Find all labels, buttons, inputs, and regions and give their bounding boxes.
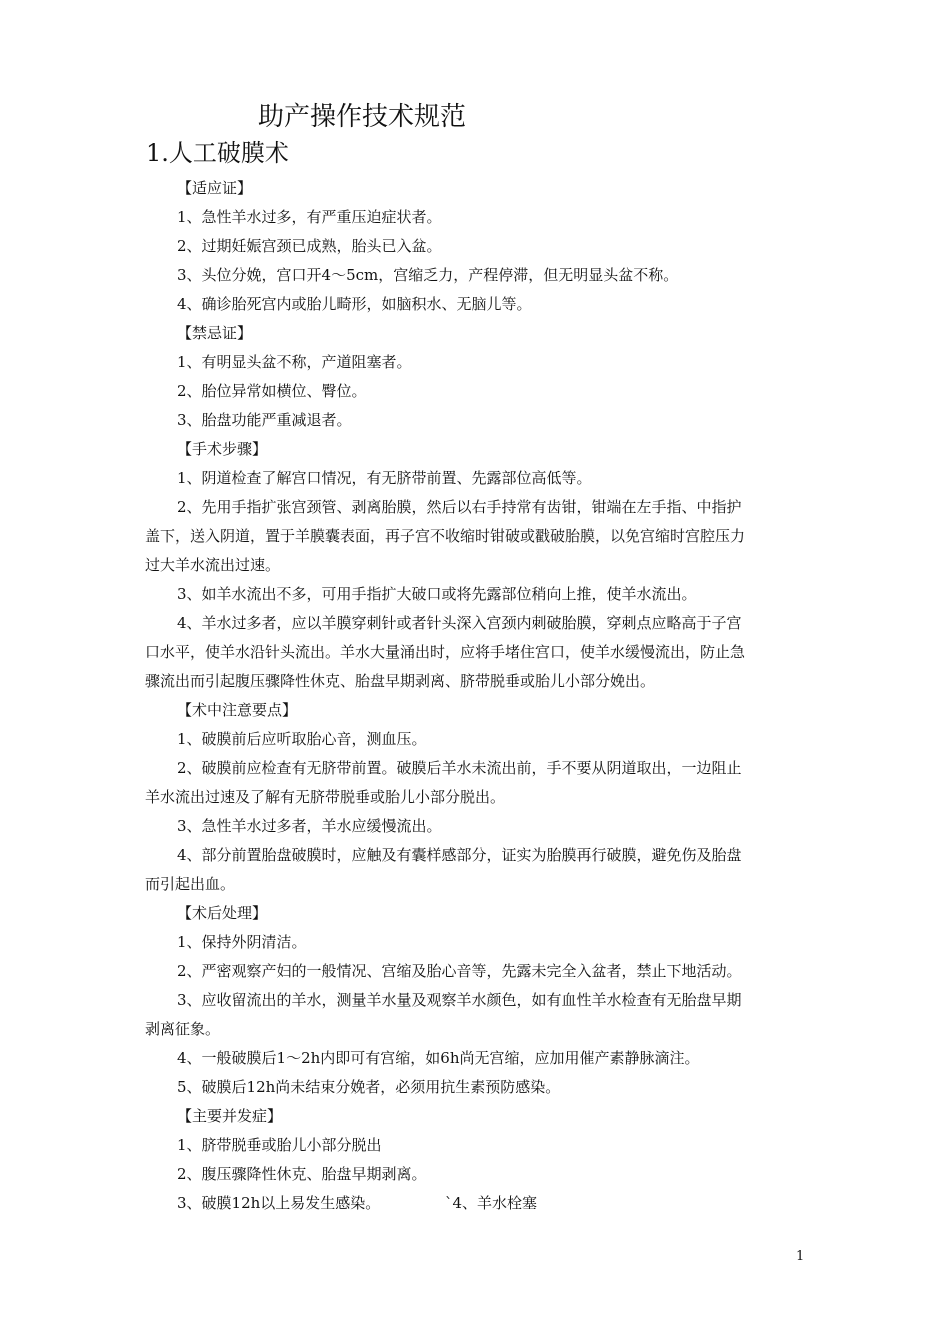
subheading-postop-care: 【术后处理】 [177, 904, 268, 922]
paragraph-line: 盖下，送入阴道，置于羊膜囊表面，再子宫不收缩时钳破或戳破胎膜，以免宫缩时宫腔压力 [145, 527, 746, 545]
paragraph-line: 2、严密观察产妇的一般情况、宫缩及胎心音等，先露未完全入盆者，禁止下地活动。 [177, 962, 742, 980]
section-heading: 1.人工破膜术 [146, 139, 289, 167]
paragraph-line: 3、急性羊水过多者，羊水应缓慢流出。 [177, 817, 442, 835]
complication-amniotic-embolism: `4、羊水栓塞 [445, 1194, 538, 1212]
paragraph-line: 4、确诊胎死宫内或胎儿畸形，如脑积水、无脑儿等。 [177, 295, 532, 313]
paragraph-line: 3、应收留流出的羊水，测量羊水量及观察羊水颜色，如有血性羊水检查有无胎盘早期 [177, 991, 742, 1009]
paragraph-line: 1、破膜前后应听取胎心音，测血压。 [177, 730, 427, 748]
paragraph-line: 口水平，使羊水沿针头流出。羊水大量涌出时，应将手堵住宫口，使羊水缓慢流出，防止急 [145, 643, 746, 661]
paragraph-line: 1、急性羊水过多，有严重压迫症状者。 [177, 208, 442, 226]
paragraph-line: 羊水流出过速及了解有无脐带脱垂或胎儿小部分脱出。 [145, 788, 506, 806]
subheading-contraindications: 【禁忌证】 [177, 324, 253, 342]
paragraph-line: 1、有明显头盆不称，产道阻塞者。 [177, 353, 412, 371]
subheading-procedure: 【手术步骤】 [177, 440, 268, 458]
paragraph-line: 4、部分前置胎盘破膜时，应触及有囊样感部分，证实为胎膜再行破膜，避免伤及胎盘 [177, 846, 742, 864]
complications-last-line [145, 1189, 810, 1218]
paragraph-line: 3、如羊水流出不多，可用手指扩大破口或将先露部位稍向上推，使羊水流出。 [177, 585, 697, 603]
paragraph-line: 4、一般破膜后1～2h内即可有宫缩，如6h尚无宫缩，应加用催产素静脉滴注。 [177, 1049, 700, 1067]
paragraph-line: 骤流出而引起腹压骤降性休克、胎盘早期剥离、脐带脱垂或胎儿小部分娩出。 [145, 672, 656, 690]
subheading-indications: 【适应证】 [177, 179, 253, 197]
page-number: 1 [796, 1249, 805, 1264]
paragraph-line: 1、脐带脱垂或胎儿小部分脱出 [177, 1136, 382, 1154]
paragraph-line: 4、羊水过多者，应以羊膜穿刺针或者针头深入宫颈内刺破胎膜，穿刺点应略高于子宫 [177, 614, 742, 632]
paragraph-line: 2、腹压骤降性休克、胎盘早期剥离。 [177, 1165, 427, 1183]
complication-infection: 3、破膜12h以上易发生感染。 [177, 1194, 381, 1212]
paragraph-line: 3、胎盘功能严重减退者。 [177, 411, 352, 429]
document-title: 助产操作技术规范 [258, 102, 467, 132]
paragraph-line: 1、阴道检查了解宫口情况，有无脐带前置、先露部位高低等。 [177, 469, 592, 487]
paragraph-line: 2、破膜前应检查有无脐带前置。破膜后羊水未流出前，手不要从阴道取出，一边阻止 [177, 759, 742, 777]
subheading-complications: 【主要并发症】 [177, 1107, 283, 1125]
paragraph-line: 过大羊水流出过速。 [145, 556, 281, 574]
paragraph-line: 1、保持外阴清洁。 [177, 933, 307, 951]
subheading-intraop-notes: 【术中注意要点】 [177, 701, 298, 719]
paragraph-line: 2、过期妊娠宫颈已成熟，胎头已入盆。 [177, 237, 442, 255]
paragraph-line: 而引起出血。 [145, 875, 236, 893]
paragraph-line: 剥离征象。 [145, 1020, 221, 1038]
document-body [145, 174, 810, 1218]
paragraph-line: 5、破膜后12h尚未结束分娩者，必须用抗生素预防感染。 [177, 1078, 561, 1096]
paragraph-line: 2、胎位异常如横位、臀位。 [177, 382, 367, 400]
paragraph-line: 3、头位分娩，宫口开4～5cm，宫缩乏力，产程停滞，但无明显头盆不称。 [177, 266, 679, 284]
paragraph-line: 2、先用手指扩张宫颈管、剥离胎膜，然后以右手持常有齿钳，钳端在左手指、中指护 [177, 498, 742, 516]
